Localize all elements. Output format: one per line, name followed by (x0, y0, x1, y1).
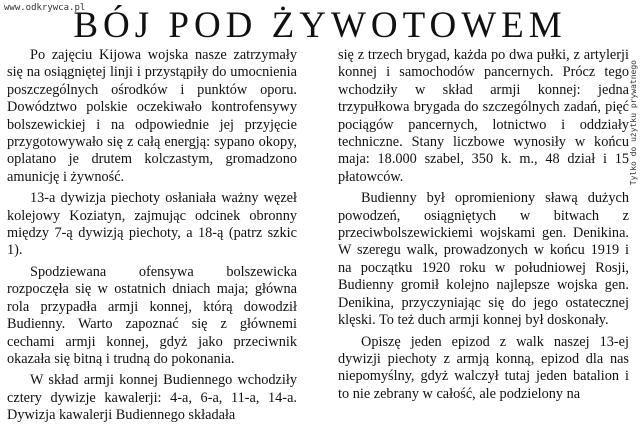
paragraph: Budienny był opromieniony sławą dużych powodzeń, osiągniętych w bitwach z przeciwbolszewickiemi wojskami gen. Denikina. W szeregu walk, prowadzonych w końcu 1919 i na początku 1920 roku w południowej Rosji, Budienny gromił kolejno najlepsze wojska gen. Denikina, przyczyniając się do jego ostatecznej klęski. To też duch armji konnej był doskonały. (338, 190, 629, 329)
paragraph: się z trzech brygad, każda po dwa pułki, z artylerji konnej i samochodów pancernych. Prócz tego wchodziły w skład armji konnej: jedna trzypułkowa brygada do szczególnych zadań, pięć pociągów pancernych, lotnictwo i oddziały techniczne. Stany liczbowe wynosiły w końcu maja: 18.000 szabel, 350 k. m., 48 dział i 15 płatowców. (338, 47, 629, 185)
paragraph: Spodziewana ofensywa bolszewicka rozpoczęła się w ostatnich dniach maja; główna rola przypadła armji konnej, którą dowodził Budienny. Warto zapoznać się z głównemi cechami armji konnej, gdyż jako przeciwnik okazała się bitną i trudną do pokonania. (7, 263, 297, 367)
right-column (338, 47, 629, 407)
paragraph: W skład armji konnej Budiennego wchodziły cztery dywizje kawalerji: 4-a, 6-a, 11-a, 14-a. Dywizja kawalerji Budiennego składała (7, 372, 297, 424)
left-column (7, 47, 297, 429)
watermark: www.odkrywca.pl (4, 3, 86, 13)
paragraph: 13-a dywizja piechoty osłaniała ważny węzeł kolejowy Koziatyn, zajmując odcinek obronny między 7-ą dywizją piechoty, a 18-ą (patrz szkic 1). (7, 190, 297, 259)
paragraph: Opiszę jeden epizod z walk naszej 13-ej dywizji piechoty z armją konną, epizod dla nas niepomyślny, gdyż walczył tutaj jeden batalion i to nie zebrany w całość, ale podzielony na (338, 333, 629, 402)
side-watermark: Tylko do użytku prywatnego (629, 60, 638, 186)
paragraph: Po zajęciu Kijowa wojska nasze zatrzymały się na osiągniętej linji i przystąpiły do umocnienia poszczególnych ośrodków i punktów oporu. Dowództwo polskie oczekiwało kontrofensywy bolszewickiej i na odpowiednie jej przyjęcie przygotowywało się z całą energją: sypano okopy, oplatano je drutem kolczastym, gromadzono amunicję i żywność. (7, 47, 297, 185)
article-title: BÓJ POD ŻYWOTOWEM (73, 5, 567, 46)
